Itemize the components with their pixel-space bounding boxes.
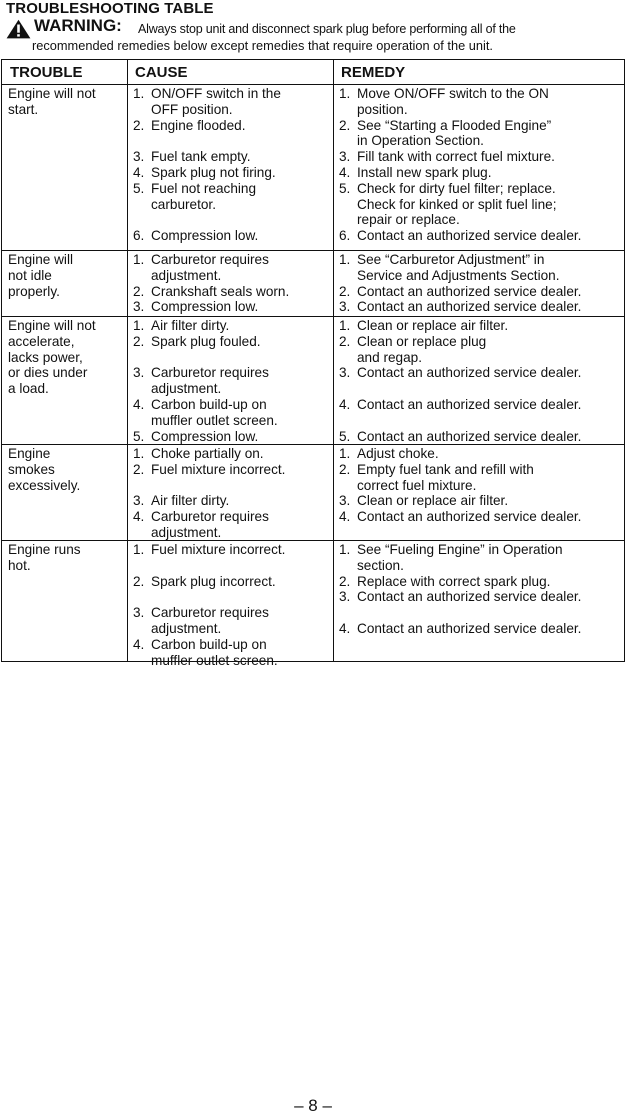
cause-item xyxy=(133,228,281,244)
blank-line xyxy=(133,589,285,605)
remedy-item xyxy=(339,86,581,118)
remedy-text: Clean or replace air filter. xyxy=(357,318,509,333)
remedy-item xyxy=(339,334,581,366)
trouble-text: Engine runs xyxy=(8,542,81,557)
header-trouble: TROUBLE xyxy=(10,64,83,81)
remedy-item xyxy=(339,284,581,300)
item-number: 4. xyxy=(133,396,145,412)
remedy-item xyxy=(339,228,581,244)
cause-item xyxy=(133,284,289,300)
cause-text: Compression low. xyxy=(151,228,259,244)
blank-line xyxy=(133,558,285,574)
remedy-item xyxy=(339,365,581,381)
item-number: 2. xyxy=(339,461,351,477)
remedy-item xyxy=(339,589,581,605)
cause-item xyxy=(133,299,289,315)
cause-text: OFF position. xyxy=(151,101,233,117)
item-number: 3. xyxy=(133,365,145,381)
remedy-item xyxy=(339,621,581,637)
remedy-item xyxy=(339,165,581,181)
remedy-text: Empty fuel tank and refill with xyxy=(357,461,534,477)
remedy-item xyxy=(339,252,581,284)
blank-line xyxy=(133,350,278,366)
trouble-text: Engine will not xyxy=(8,318,96,333)
remedy-item xyxy=(339,462,581,494)
remedy-cell xyxy=(339,252,581,315)
page-title: TROUBLESHOOTING TABLE xyxy=(6,0,214,17)
cause-item xyxy=(133,462,285,478)
item-number: 4. xyxy=(339,620,351,636)
item-number: 3. xyxy=(339,589,351,605)
item-number: 3. xyxy=(339,493,351,509)
remedy-cell xyxy=(339,446,581,525)
item-number: 3. xyxy=(133,149,145,165)
cause-text: Fuel not reaching xyxy=(151,180,257,196)
cause-cell xyxy=(133,318,278,444)
remedy-text: section. xyxy=(357,557,404,573)
item-number: 6. xyxy=(339,228,351,244)
trouble-text: not idle xyxy=(8,267,52,283)
item-number: 3. xyxy=(339,149,351,165)
remedy-cell xyxy=(339,318,581,444)
trouble-text: excessively. xyxy=(8,477,81,493)
item-number: 3. xyxy=(133,299,145,315)
cause-text: Fuel mixture incorrect. xyxy=(151,542,286,557)
remedy-text: Contact an authorized service dealer. xyxy=(357,396,582,412)
cause-text: Carbon build-up on xyxy=(151,396,267,412)
remedy-text: Contact an authorized service dealer. xyxy=(357,365,582,381)
cause-text: Compression low. xyxy=(151,428,259,444)
troubleshooting-table xyxy=(1,59,625,668)
remedy-item xyxy=(339,181,581,228)
item-number: 4. xyxy=(339,396,351,412)
trouble-text: start. xyxy=(8,101,39,117)
item-number: 1. xyxy=(133,542,145,557)
remedy-text: Contact an authorized service dealer. xyxy=(357,299,582,315)
cause-item xyxy=(133,252,289,284)
cause-text: adjustment. xyxy=(151,620,222,636)
warning-text-line2: recommended remedies below except remedies that require operation of the unit. xyxy=(32,38,493,53)
remedy-item xyxy=(339,299,581,315)
warning-heading: WARNING: xyxy=(34,16,122,35)
remedy-item xyxy=(339,574,581,590)
cause-text: Air filter dirty. xyxy=(151,493,230,509)
remedy-text: position. xyxy=(357,101,408,117)
remedy-cell xyxy=(339,542,581,637)
cause-item xyxy=(133,397,278,429)
remedy-text: Contact an authorized service dealer. xyxy=(357,620,582,636)
cause-item xyxy=(133,542,285,558)
cause-item xyxy=(133,181,281,213)
cause-text: Engine flooded. xyxy=(151,117,246,133)
trouble-text: Engine will not xyxy=(8,86,96,101)
cause-cell xyxy=(133,86,281,244)
trouble-text: smokes xyxy=(8,461,55,477)
remedy-text: Adjust choke. xyxy=(357,446,439,461)
blank-line xyxy=(339,381,581,397)
blank-line xyxy=(339,605,581,621)
item-number: 3. xyxy=(339,299,351,315)
item-number: 1. xyxy=(339,542,351,557)
item-number: 3. xyxy=(133,493,145,509)
cause-item xyxy=(133,574,285,590)
cause-item xyxy=(133,429,278,445)
cause-text: adjustment. xyxy=(151,524,222,540)
remedy-item xyxy=(339,509,581,525)
remedy-text: Check for dirty fuel filter; replace. xyxy=(357,180,556,196)
cause-item xyxy=(133,334,278,350)
cause-text: Air filter dirty. xyxy=(151,318,230,333)
blank-line xyxy=(339,413,581,429)
item-number: 4. xyxy=(133,164,145,180)
cause-text: ON/OFF switch in the xyxy=(151,86,281,101)
cause-item xyxy=(133,165,281,181)
item-number: 2. xyxy=(133,573,145,589)
item-number: 2. xyxy=(133,461,145,477)
remedy-text: Install new spark plug. xyxy=(357,164,492,180)
cause-item xyxy=(133,149,281,165)
remedy-item xyxy=(339,542,581,574)
remedy-item xyxy=(339,118,581,150)
item-number: 3. xyxy=(339,365,351,381)
item-number: 1. xyxy=(339,318,351,333)
trouble-text: a load. xyxy=(8,381,49,397)
item-number: 4. xyxy=(339,509,351,525)
item-number: 6. xyxy=(133,228,145,244)
cause-text: Spark plug fouled. xyxy=(151,333,261,349)
cause-text: Crankshaft seals worn. xyxy=(151,283,290,299)
remedy-text: Check for kinked or split fuel line; xyxy=(357,196,557,212)
trouble-cell xyxy=(8,252,73,299)
remedy-text: and regap. xyxy=(357,349,423,365)
cause-text: adjustment. xyxy=(151,267,222,283)
item-number: 1. xyxy=(339,446,351,461)
header-remedy: REMEDY xyxy=(341,64,406,81)
row-divider xyxy=(2,250,624,251)
trouble-text: Engine will xyxy=(8,252,73,267)
item-number: 5. xyxy=(133,428,145,444)
item-number: 1. xyxy=(133,446,145,461)
remedy-text: Contact an authorized service dealer. xyxy=(357,589,582,605)
remedy-text: See “Fueling Engine” in Operation xyxy=(357,542,563,557)
cause-item xyxy=(133,318,278,334)
item-number: 4. xyxy=(133,636,145,652)
cause-text: Carburetor requires xyxy=(151,605,269,621)
cause-item xyxy=(133,493,285,509)
cause-text: Fuel mixture incorrect. xyxy=(151,461,286,477)
remedy-text: Contact an authorized service dealer. xyxy=(357,509,582,525)
column-divider xyxy=(127,60,128,661)
cause-text: Carburetor requires xyxy=(151,509,269,525)
item-number: 5. xyxy=(133,180,145,196)
remedy-cell xyxy=(339,86,581,244)
item-number: 1. xyxy=(339,86,351,101)
remedy-text: Fill tank with correct fuel mixture. xyxy=(357,149,555,165)
cause-text: Spark plug incorrect. xyxy=(151,573,276,589)
cause-item xyxy=(133,365,278,397)
remedy-text: repair or replace. xyxy=(357,212,460,228)
trouble-text: accelerate, xyxy=(8,333,75,349)
remedy-text: Service and Adjustments Section. xyxy=(357,267,560,283)
column-divider xyxy=(333,60,334,661)
remedy-item xyxy=(339,397,581,413)
item-number: 1. xyxy=(339,252,351,267)
item-number: 2. xyxy=(133,117,145,133)
remedy-item xyxy=(339,149,581,165)
item-number: 2. xyxy=(133,333,145,349)
trouble-text: Engine xyxy=(8,446,51,461)
remedy-text: Contact an authorized service dealer. xyxy=(357,228,582,244)
blank-line xyxy=(133,212,281,228)
trouble-text: lacks power, xyxy=(8,349,83,365)
cause-text: Carburetor requires xyxy=(151,252,269,267)
item-number: 3. xyxy=(133,605,145,621)
trouble-cell xyxy=(8,86,96,118)
remedy-text: Clean or replace air filter. xyxy=(357,493,509,509)
remedy-item xyxy=(339,429,581,445)
item-number: 1. xyxy=(133,86,145,101)
cause-text: muffler outlet screen. xyxy=(151,652,278,668)
cause-item xyxy=(133,118,281,134)
remedy-text: in Operation Section. xyxy=(357,133,484,149)
item-number: 2. xyxy=(339,283,351,299)
item-number: 1. xyxy=(133,318,145,333)
cause-cell xyxy=(133,252,289,315)
cause-item xyxy=(133,446,285,462)
row-divider xyxy=(2,316,624,317)
remedy-text: Move ON/OFF switch to the ON xyxy=(357,86,549,101)
item-number: 2. xyxy=(339,573,351,589)
item-number: 4. xyxy=(133,509,145,525)
trouble-text: or dies under xyxy=(8,365,88,381)
item-number: 1. xyxy=(133,252,145,267)
item-number: 2. xyxy=(339,117,351,133)
cause-cell xyxy=(133,542,285,668)
cause-item xyxy=(133,605,285,637)
item-number: 2. xyxy=(339,333,351,349)
item-number: 5. xyxy=(339,180,351,196)
remedy-text: Contact an authorized service dealer. xyxy=(357,428,582,444)
cause-item xyxy=(133,509,285,541)
cause-text: adjustment. xyxy=(151,381,222,397)
cause-item xyxy=(133,637,285,669)
page-number: – 8 – xyxy=(294,1096,332,1115)
warning-icon xyxy=(6,19,31,39)
trouble-cell xyxy=(8,446,80,493)
cause-text: Carburetor requires xyxy=(151,365,269,381)
remedy-item xyxy=(339,446,581,462)
cause-text: Fuel tank empty. xyxy=(151,149,251,165)
remedy-text: See “Starting a Flooded Engine” xyxy=(357,117,552,133)
item-number: 5. xyxy=(339,428,351,444)
row-divider xyxy=(2,540,624,541)
item-number: 4. xyxy=(339,164,351,180)
remedy-item xyxy=(339,493,581,509)
header-divider xyxy=(2,84,624,85)
remedy-text: correct fuel mixture. xyxy=(357,477,477,493)
remedy-text: See “Carburetor Adjustment” in xyxy=(357,252,545,267)
cause-text: Carbon build-up on xyxy=(151,636,267,652)
remedy-text: Clean or replace plug xyxy=(357,333,487,349)
trouble-cell xyxy=(8,318,96,397)
cause-item xyxy=(133,86,281,118)
cause-cell xyxy=(133,446,285,541)
trouble-text: hot. xyxy=(8,557,31,573)
cause-text: Spark plug not firing. xyxy=(151,164,276,180)
cause-text: Choke partially on. xyxy=(151,446,264,461)
remedy-text: Contact an authorized service dealer. xyxy=(357,283,582,299)
trouble-cell xyxy=(8,542,81,574)
item-number: 2. xyxy=(133,283,145,299)
remedy-item xyxy=(339,318,581,334)
cause-text: muffler outlet screen. xyxy=(151,412,278,428)
cause-text: Compression low. xyxy=(151,299,259,315)
header-cause: CAUSE xyxy=(135,64,188,81)
trouble-text: properly. xyxy=(8,283,60,299)
remedy-text: Replace with correct spark plug. xyxy=(357,573,551,589)
warning-text-line1: Always stop unit and disconnect spark plug before performing all of the xyxy=(138,22,516,36)
cause-text: carburetor. xyxy=(151,196,216,212)
blank-line xyxy=(133,133,281,149)
blank-line xyxy=(133,478,285,494)
